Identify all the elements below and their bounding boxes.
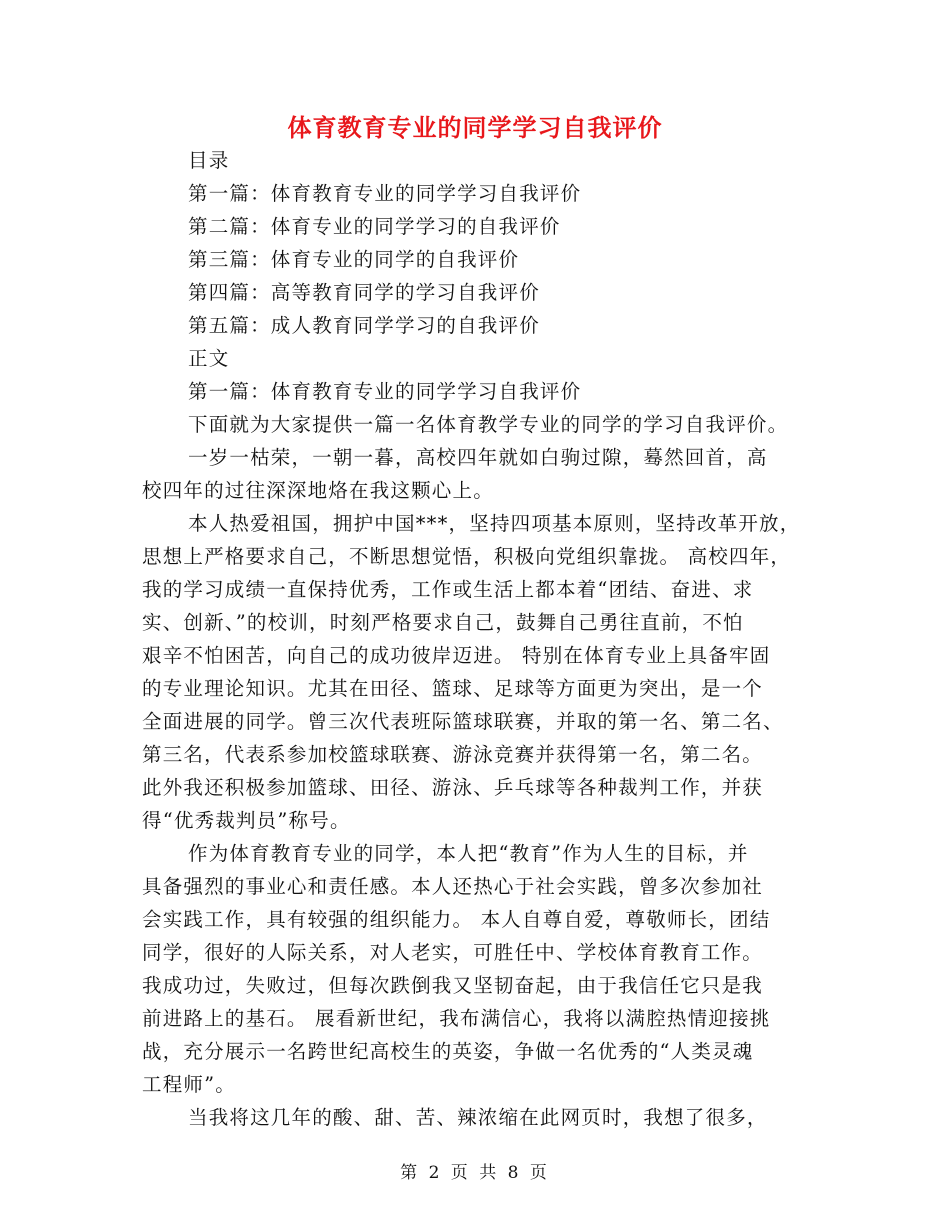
paragraph-line: 实、创新、”的校训，时刻严格要求自己，鼓舞自己勇往直前，不怕 [142,611,744,634]
paragraph-line: 下面就为大家提供一篇一名体育教学专业的同学的学习自我评价。 [188,413,789,436]
paragraph-line: 工程师”。 [142,1073,236,1096]
paragraph-line: 作为体育教育专业的同学，本人把“教育”作为人生的目标，并 [188,842,749,865]
document-title: 体育教育专业的同学学习自我评价 [287,114,663,142]
paragraph-line: 此外我还积极参加篮球、田径、游泳、乒乓球等各种裁判工作，并获 [142,776,764,799]
paragraph-line: 一岁一枯荣，一朝一暮，高校四年就如白驹过隙，蓦然回首，高 [188,446,768,469]
toc-item: 第五篇：成人教育同学学习的自我评价 [188,314,540,337]
paragraph-line: 艰辛不怕困苦，向自己的成功彼岸迈进。 特别在体育专业上具备牢固 [142,644,771,667]
toc-item: 第一篇：体育教育专业的同学学习自我评价 [188,182,582,205]
paragraph-line: 本人热爱祖国，拥护中国***，坚持四项基本原则，坚持改革开放， [188,512,801,535]
page-footer: 第 2 页 共 8 页 [400,1163,550,1183]
paragraph-line: 会实践工作，具有较强的组织能力。 本人自尊自爱，尊敬师长，团结 [142,908,771,931]
paragraph-line: 得“优秀裁判员”称号。 [142,809,351,832]
toc-item: 第三篇：体育专业的同学的自我评价 [188,248,520,271]
paragraph-line: 第三名，代表系参加校篮球联赛、游泳竞赛并获得第一名，第二名。 [142,743,764,766]
toc-heading: 目录 [188,149,230,172]
paragraph-line: 前进路上的基石。 展看新世纪，我布满信心，我将以满腔热情迎接挑 [142,1007,771,1030]
toc-item: 第二篇：体育专业的同学学习的自我评价 [188,215,561,238]
paragraph-line: 全面进展的同学。曾三次代表班际篮球联赛，并取的第一名、第二名、 [142,710,784,733]
section-heading: 第一篇：体育教育专业的同学学习自我评价 [188,380,582,403]
paragraph-line: 的专业理论知识。尤其在田径、篮球、足球等方面更为突出，是一个 [142,677,764,700]
body-heading: 正文 [188,347,230,370]
paragraph-line: 战，充分展示一名跨世纪高校生的英姿，争做一名优秀的“人类灵魂 [142,1040,754,1063]
paragraph-line: 同学，很好的人际关系，对人老实，可胜任中、学校体育教育工作。 [142,941,764,964]
toc-item: 第四篇：高等教育同学的学习自我评价 [188,281,540,304]
paragraph-line: 思想上严格要求自己，不断思想觉悟，积极向党组织靠拢。 高校四年， [142,545,792,568]
paragraph-line: 我的学习成绩一直保持优秀，工作或生活上都本着“团结、奋进、求 [142,578,754,601]
paragraph-line: 当我将这几年的酸、甜、苦、辣浓缩在此网页时，我想了很多， [188,1106,768,1129]
paragraph-line: 我成功过，失败过，但每次跌倒我又坚韧奋起，由于我信任它只是我 [142,974,764,997]
paragraph-line: 校四年的过往深深地烙在我这颗心上。 [142,479,494,502]
paragraph-line: 具备强烈的事业心和责任感。本人还热心于社会实践，曾多次参加社 [142,875,764,898]
